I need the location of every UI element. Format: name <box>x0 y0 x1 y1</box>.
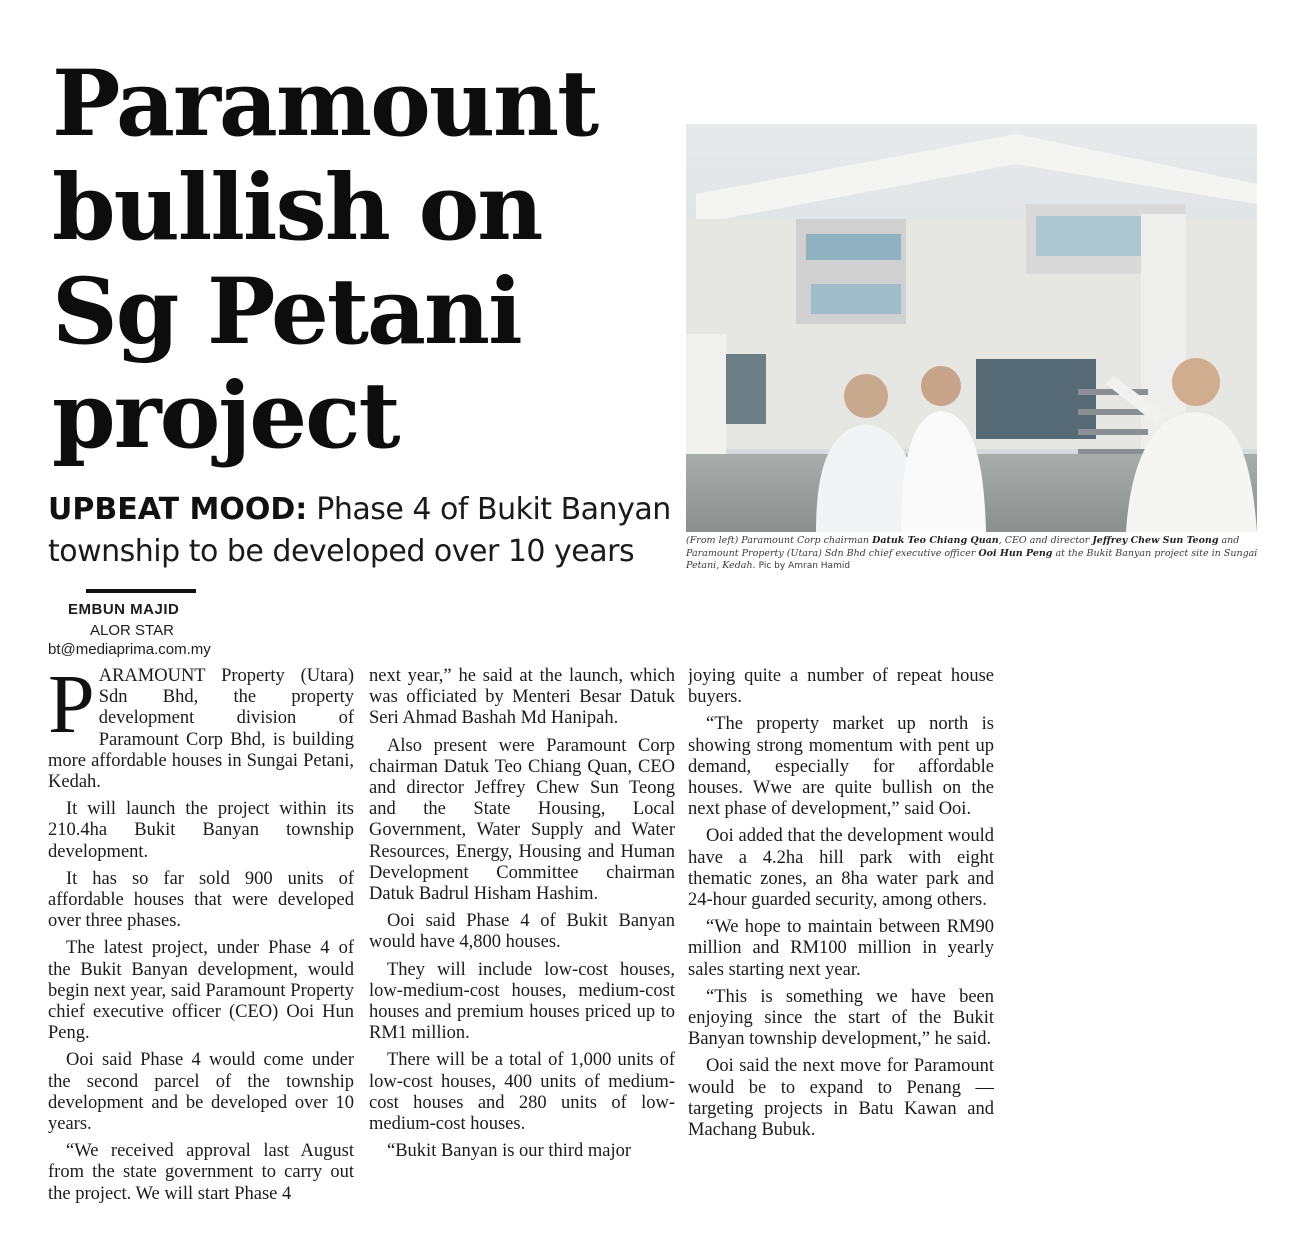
headline-line: bullish on <box>52 155 542 261</box>
subhead-line2: township to be developed over 10 years <box>48 534 635 569</box>
paragraph: The latest project, under Phase 4 of the Bukit Banyan development, would begin next year, said Paramount Property chief executive officer (CEO) Ooi Hun Peng. <box>48 938 354 1044</box>
headline-line: Sg Petani <box>52 259 521 365</box>
headline-line: project <box>52 363 399 469</box>
caption-text: and Paramount Property (Utara) Sdn Bhd chief executive officer <box>686 535 1240 559</box>
headline <box>52 52 672 468</box>
caption-text: at the Bukit Banyan project site in Sungai Petani, Kedah. <box>686 547 1258 571</box>
paragraph: It will launch the project within its 210.4ha Bukit Banyan township development. <box>48 799 354 862</box>
photo-credit: Pic by Amran Hamid <box>758 561 851 571</box>
headline-line: Paramount <box>52 51 598 157</box>
paragraph: Ooi said Phase 4 of Bukit Banyan would have 4,800 houses. <box>369 911 675 953</box>
paragraph: Ooi said Phase 4 would come under the second parcel of the township development and be developed over 10 years. <box>48 1050 354 1135</box>
paragraph: There will be a total of 1,000 units of low-cost houses, 400 units of medium-cost houses and 280 units of low-medium-cost houses. <box>369 1050 675 1135</box>
paragraph: “We received approval last August from the state government to carry out the project. We will start Phase 4 <box>48 1141 354 1204</box>
caption-name: Ooi Hun Peng <box>978 547 1053 559</box>
byline-rule <box>86 589 196 593</box>
paragraph <box>48 666 354 793</box>
photo-caption <box>686 535 1261 573</box>
byline-author: EMBUN MAJID <box>68 601 180 618</box>
paragraph: “This is something we have been enjoying since the start of the Bukit Banyan township development,” he said. <box>688 986 994 1050</box>
paragraph: It has so far sold 900 units of affordable houses that were developed over three phases. <box>48 868 354 932</box>
photo-illustration <box>686 124 1257 532</box>
paragraph: Also present were Paramount Corp chairman Datuk Teo Chiang Quan, CEO and director Jeffrey Chew Sun Teong and the State Housing, Local Government, Water Supply and Water Resources, Energy, Housing and Human Development Committee chairman Datuk Badrul Hisham Hashim. <box>369 735 675 905</box>
paragraph: Ooi said the next move for Paramount would be to expand to Penang — targeting projects in Batu Kawan and Machang Bubuk. <box>688 1056 994 1141</box>
article-column-2 <box>369 666 675 1206</box>
paragraph: next year,” he said at the launch, which was officiated by Menteri Besar Datuk Seri Ahmad Bashah Md Hanipah. <box>369 666 675 729</box>
paragraph: Ooi added that the development would have a 4.2ha hill park with eight thematic zones, an 8ha water park and 24-hour guarded security, among others. <box>688 826 994 911</box>
subhead-line1: Phase 4 of Bukit Banyan <box>307 492 671 527</box>
article-column-1 <box>48 666 354 1206</box>
byline-email: bt@mediaprima.com.my <box>48 641 211 658</box>
paragraph-text: ARAMOUNT Property (Utara) Sdn Bhd, the property development division of Paramount Corp Bhd, is building more affordable houses in Sungai Petani, Kedah. <box>48 666 354 793</box>
subheadline <box>48 489 688 573</box>
byline-location: ALOR STAR <box>90 622 174 639</box>
drop-cap: P <box>48 666 95 751</box>
paragraph: “We hope to maintain between RM90 million and RM100 million in yearly sales starting next year. <box>688 917 994 980</box>
article-photo <box>686 124 1257 532</box>
paragraph: joying quite a number of repeat house buyers. <box>688 666 994 708</box>
paragraph: They will include low-cost houses, low-medium-cost houses, medium-cost houses and premium houses priced up to RM1 million. <box>369 959 675 1044</box>
article-column-3 <box>688 666 994 1206</box>
paragraph: “Bukit Banyan is our third major <box>387 1141 632 1162</box>
caption-name: Jeffrey Chew Sun Teong <box>1092 535 1219 546</box>
byline <box>68 599 179 641</box>
caption-text: (From left) Paramount Corp chairman <box>686 535 873 546</box>
caption-name: Datuk Teo Chiang Quan <box>872 535 999 546</box>
subhead-kicker: UPBEAT MOOD: <box>48 492 308 527</box>
paragraph: “The property market up north is showing strong momentum with pent up demand, especially for affordable houses. Wwe are quite bullish on the next phase of development,” said Ooi. <box>688 714 994 820</box>
caption-text: , CEO and director <box>998 535 1093 546</box>
